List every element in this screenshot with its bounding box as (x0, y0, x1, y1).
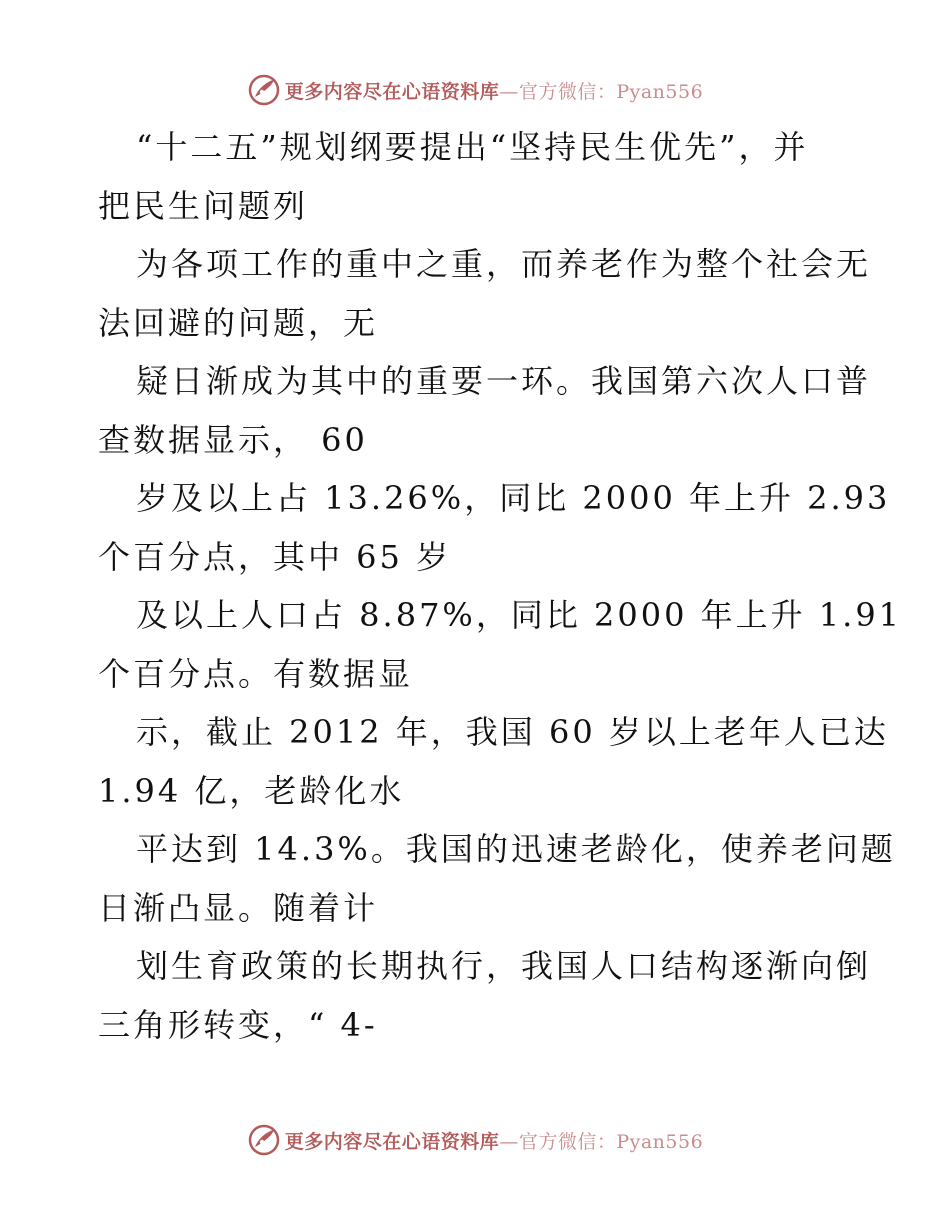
banner-separator: — (499, 1130, 519, 1153)
banner-separator: — (499, 80, 519, 103)
banner-wechat-id: Pyan556 (616, 1130, 704, 1153)
text-line: 个百分点，其中 65 岁 (98, 537, 452, 576)
header-watermark-banner (0, 70, 950, 110)
text-line: 查数据显示， 60 (98, 420, 368, 459)
text-line: 疑日渐成为其中的重要一环。我国第六次人口普 (136, 362, 872, 400)
text-line: 及以上人口占 8.87%，同比 2000 年上升 1.91 (136, 596, 903, 634)
text-line: 法回避的问题，无 (98, 303, 379, 342)
banner-wechat-label: 官方微信： (518, 80, 617, 103)
document-body (98, 118, 903, 1054)
text-line: 为各项工作的重中之重，而养老作为整个社会无 (136, 245, 872, 283)
text-line: 划生育政策的长期执行，我国人口结构逐渐向倒 (136, 947, 872, 985)
banner-wechat-id: Pyan556 (616, 80, 704, 103)
text-line: 把民生问题列 (98, 186, 309, 225)
pen-seal-logo-icon (247, 73, 281, 107)
text-line: 三角形转变，“ 4- (98, 1005, 378, 1044)
text-line: 个百分点。有数据显 (98, 654, 414, 693)
pen-seal-logo-icon (247, 1123, 281, 1157)
text-line: 岁及以上占 13.26%，同比 2000 年上升 2.93 (136, 479, 891, 517)
text-line: 平达到 14.3%。我国的迅速老龄化，使养老问题 (136, 830, 896, 868)
banner-main-text: 更多内容尽在心语资料库 (284, 1130, 500, 1153)
text-line: 示，截止 2012 年，我国 60 岁以上老年人已达 (136, 713, 889, 751)
banner-wechat-label: 官方微信： (518, 1130, 617, 1153)
text-line: 日渐凸显。随着计 (98, 888, 379, 927)
text-line: “十二五”规划纲要提出“坚持民生优先”，并 (136, 128, 809, 166)
banner-main-text: 更多内容尽在心语资料库 (284, 80, 500, 103)
text-line: 1.94 亿，老龄化水 (98, 771, 405, 810)
footer-watermark-banner (0, 1120, 950, 1160)
